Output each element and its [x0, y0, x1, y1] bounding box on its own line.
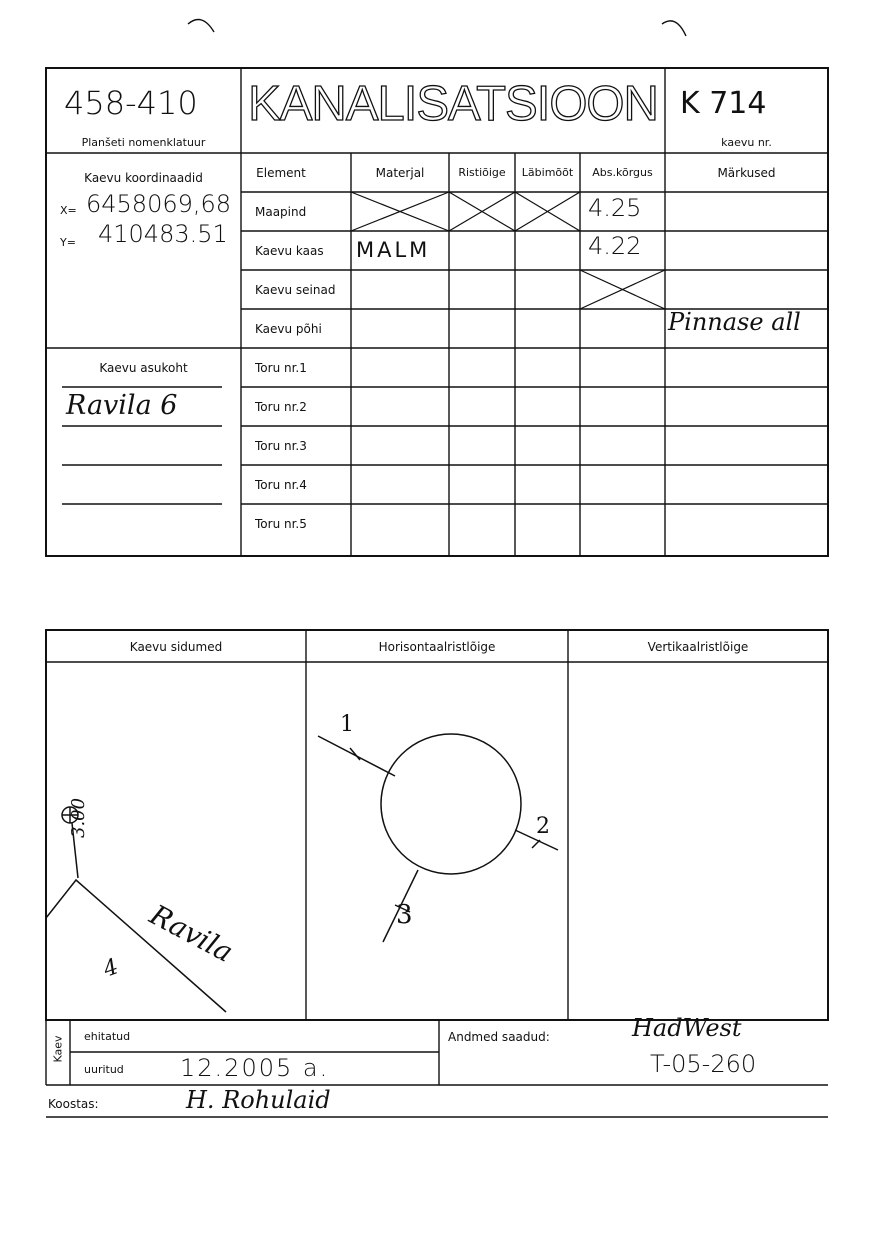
row-label: Toru nr.1	[255, 361, 307, 375]
connections-title: Kaevu sidumed	[129, 640, 223, 654]
coordinates-caption: Kaevu koordinaadid	[84, 171, 203, 185]
col-cross-section: Ristiõige	[458, 166, 506, 179]
data-source-label: Andmed saadud:	[448, 1030, 550, 1044]
pipe-1-label: 1	[340, 712, 354, 737]
surveyed-label: uuritud	[84, 1063, 124, 1076]
vertical-section-title: Vertikaalristlõige	[647, 640, 749, 654]
punch-mark-left	[188, 20, 214, 33]
row-label: Toru nr.3	[255, 439, 307, 453]
col-notes: Märkused	[717, 166, 776, 180]
built-label: ehitatud	[84, 1030, 131, 1043]
row-label: Kaevu seinad	[255, 283, 336, 297]
lid-material: MALM	[356, 238, 431, 262]
sheet-caption: Planšeti nomenklatuur	[81, 136, 206, 149]
data-source-project: T-05-260	[650, 1050, 757, 1078]
bottom-notes: Pinnase all	[668, 308, 801, 336]
sheet-number: 458-410	[64, 84, 198, 122]
row-label: Toru nr.5	[255, 517, 307, 531]
lid-height: 4.22	[588, 232, 642, 260]
sketch-box-border	[46, 630, 828, 1020]
row-label: Toru nr.4	[255, 478, 307, 492]
well-circle	[381, 734, 521, 874]
location-caption: Kaevu asukoht	[99, 361, 188, 375]
document-title: KANALISATSIOON	[248, 77, 658, 131]
col-material: Materjal	[375, 166, 425, 180]
parcel-number: 4	[100, 954, 122, 983]
compiled-by: H. Rohulaid	[186, 1086, 331, 1114]
y-label: Y=	[60, 236, 76, 249]
location-value: Ravila 6	[66, 390, 178, 421]
pipe-3-label: 3	[396, 900, 413, 930]
side-label: Kaev	[51, 1035, 65, 1063]
punch-mark-right	[662, 21, 686, 36]
horizontal-section-title: Horisontaalristlõige	[378, 640, 496, 654]
x-coordinate: 6458069,68	[86, 190, 232, 218]
distance-label: 3.00	[68, 797, 89, 838]
well-caption: kaevu nr.	[721, 136, 772, 149]
row-label: Kaevu põhi	[255, 322, 322, 336]
data-source-company: HadWest	[632, 1014, 742, 1042]
horizontal-section-sketch	[318, 734, 558, 942]
street-label: Ravila	[144, 898, 239, 969]
row-label: Kaevu kaas	[255, 244, 324, 258]
x-label: X=	[60, 204, 77, 217]
col-diameter: Läbimõõt	[521, 166, 574, 179]
well-number: K 714	[680, 86, 767, 121]
ground-height: 4.25	[588, 194, 642, 222]
compiled-label: Koostas:	[48, 1097, 99, 1111]
col-element: Element	[256, 166, 306, 180]
y-coordinate: 410483.51	[98, 220, 228, 248]
pipe-2-label: 2	[536, 814, 550, 839]
surveyed-value: 12.2005 a.	[180, 1054, 330, 1082]
row-label: Maapind	[255, 205, 307, 219]
col-abs-height: Abs.kõrgus	[592, 166, 653, 179]
row-label: Toru nr.2	[255, 400, 307, 414]
